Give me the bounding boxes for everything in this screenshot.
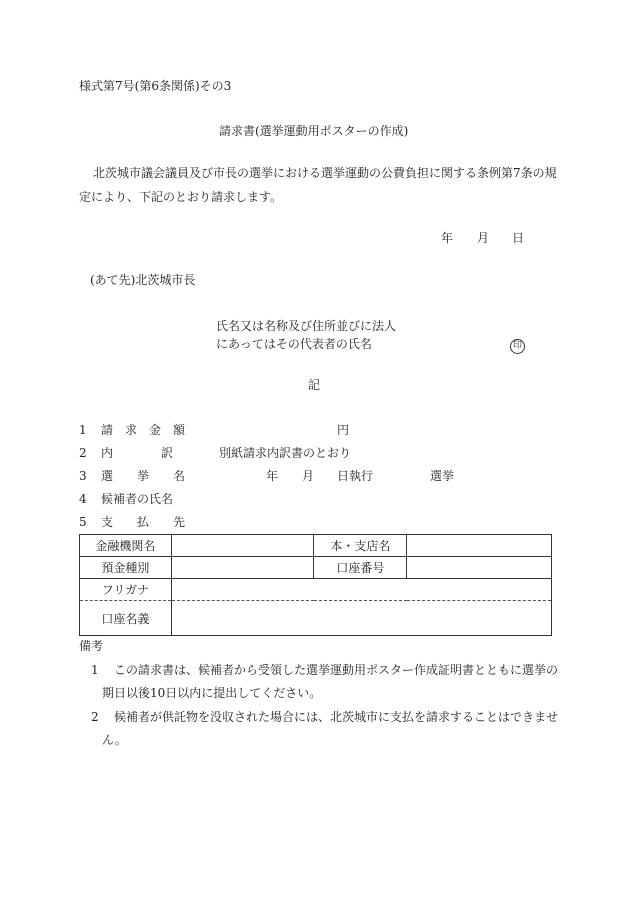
seal-mark (510, 336, 525, 354)
note2-line-1: 候補者が供託物を没収された場合には、北茨城市に支払を請求することはできませ (114, 710, 559, 724)
date-year: 年 (441, 231, 454, 245)
date-month: 月 (477, 231, 490, 245)
ki-heading: 記 (308, 378, 321, 392)
item1-number: 1 (79, 423, 87, 437)
table-row (80, 601, 552, 636)
date-day: 日 (512, 231, 525, 245)
item3-election: 選挙 (430, 469, 455, 483)
item3-number: 3 (79, 469, 87, 483)
item5-label: 支 払 先 (101, 515, 186, 529)
account-name-field[interactable] (171, 601, 551, 636)
item3-month: 月 (302, 469, 315, 483)
note2-number: 2 (91, 710, 99, 724)
furigana-label: フリガナ (80, 579, 172, 601)
item4-number: 4 (79, 492, 87, 506)
item1-unit: 円 (337, 423, 350, 437)
item3-year: 年 (266, 469, 279, 483)
bank-name-label: 金融機関名 (80, 535, 172, 557)
bank-account-table (79, 534, 552, 636)
seal-icon: 印 (510, 339, 525, 354)
addressee: (あて先)北茨城市長 (90, 273, 196, 287)
claimant-label-line-1: 氏名又は名称及び住所並びに法人 (216, 319, 397, 333)
note1-number: 1 (91, 663, 99, 677)
branch-label: 本・支店名 (314, 535, 407, 557)
bank-name-field[interactable] (171, 535, 314, 557)
item1-label: 請 求 金 額 (101, 423, 186, 437)
branch-field[interactable] (407, 535, 552, 557)
account-name-label: 口座名義 (80, 601, 172, 636)
note1-line-2: 期日以後10日以内に提出してください。 (102, 686, 322, 700)
item2-number: 2 (79, 446, 87, 460)
notes-heading: 備考 (79, 639, 104, 653)
item5-number: 5 (79, 515, 87, 529)
table-row (80, 579, 552, 601)
claimant-label-line-2: にあってはその代表者の氏名 (216, 337, 372, 351)
body-text-line-1: 北茨城市議会議員及び市長の選挙における選挙運動の公費負担に関する条例第7条の規 (93, 166, 557, 180)
deposit-type-label: 預金種別 (80, 557, 172, 579)
note1-line-1: この請求書は、候補者から受領した選挙運動用ポスター作成証明書とともに選挙の (114, 663, 559, 677)
note2-line-2: ん。 (102, 733, 127, 747)
body-text-line-2: 定により、下記のとおり請求します。 (79, 190, 283, 204)
item2-value: 別紙請求内訳書のとおり (219, 446, 352, 460)
item4-label: 候補者の氏名 (101, 492, 174, 506)
table-row (80, 557, 552, 579)
furigana-field[interactable] (171, 579, 551, 601)
item3-label: 選 挙 名 (101, 469, 186, 483)
form-number: 様式第7号(第6条関係)その3 (79, 79, 232, 93)
account-number-field[interactable] (407, 557, 552, 579)
table-row (80, 535, 552, 557)
item3-exec: 日執行 (337, 469, 374, 483)
document-title: 請求書(選挙運動用ポスターの作成) (219, 124, 409, 138)
account-number-label: 口座番号 (314, 557, 407, 579)
item2-label: 内 訳 (101, 446, 174, 460)
deposit-type-field[interactable] (171, 557, 314, 579)
